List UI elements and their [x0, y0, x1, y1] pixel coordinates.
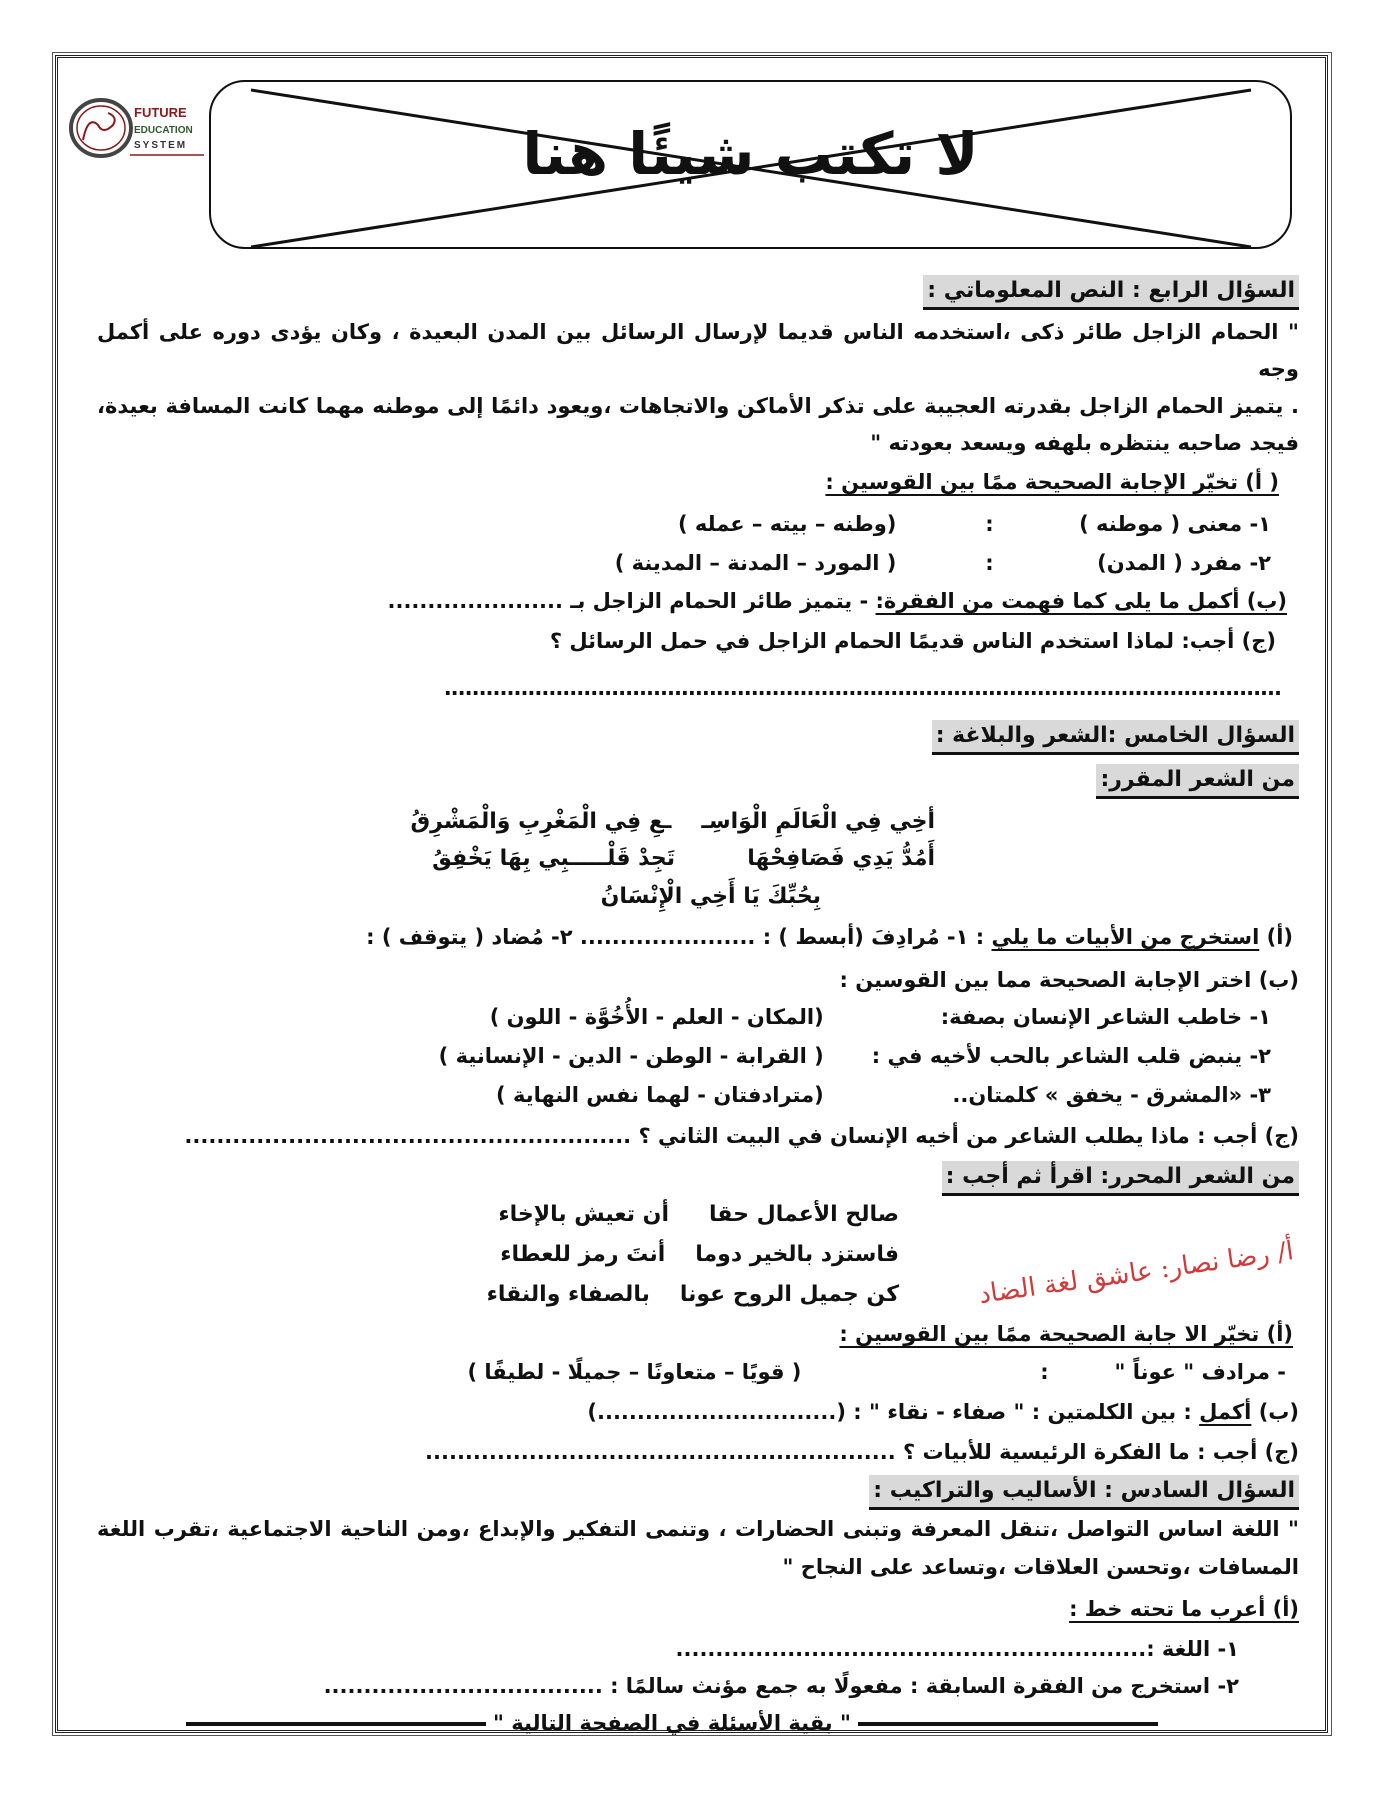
q5-b-title: (ب) اختر الإجابة الصحيحة مما بين القوسين :: [839, 968, 1299, 992]
q4-paragraph-line: " الحمام الزاجل طائر ذكى ،استخدمه الناس قديما لإرسال الرسائل بين المدن البعيدة ، وكان يؤدى دوره على أكمل وجه: [97, 320, 1299, 381]
q5-b-question: ١- خاطب الشاعر الإنسان بصفة:: [940, 1005, 1271, 1029]
q4-a-sep: :: [985, 512, 994, 536]
q4-a-question: ١- معنى ( موطنه ): [1079, 512, 1271, 536]
q5-b-choices: (المكان - العلم - الأُخُوَّة - اللون ): [489, 1005, 824, 1029]
verse-right: صالح الأعمال حقا: [709, 1202, 899, 1227]
do-not-write-box: [209, 80, 1292, 249]
q5-title: السؤال الخامس :الشعر والبلاغة :: [932, 720, 1299, 755]
q5-b-choices: ( القرابة - الوطن - الدين - الإنسانية ): [438, 1044, 824, 1068]
q4-a-choices: ( المورد – المدنة – المدينة ): [614, 551, 897, 575]
svg-text:FUTURE: FUTURE: [134, 105, 187, 120]
q6-a-title: (أ) أعرب ما تحته خط :: [1069, 1597, 1299, 1621]
footer-note: " بقية الأسئلة في الصفحة التالية ": [493, 1711, 851, 1735]
svg-text:EDUCATION: EDUCATION: [134, 125, 193, 136]
q5-a2-title: (أ) تخيّر الا جابة الصحيحة ممًا بين القوسين :: [839, 1322, 1293, 1346]
footer-rule: [858, 1722, 1158, 1726]
q5-a-underlined: استخرج من الأبيات ما يلي: [991, 925, 1260, 949]
verse-last: بِحُبِّكَ يَا أَخِي الْإِنْسَانُ: [600, 884, 821, 909]
q4-a-choices: (وطنه – بيته – عمله ): [677, 512, 897, 536]
q6-a-item: ٢- استخرج من الفقرة السابقة : مفعولًا به جمع مؤنث سالمًا : ...................................: [323, 1674, 1239, 1698]
q4-a-title: ( أ) تخيّر الإجابة الصحيحة ممًا بين القوسين :: [825, 470, 1279, 494]
verse-left: أن تعيش بالإخاء: [498, 1202, 669, 1227]
q5-b-question: ٣- «المشرق - يخفق » كلمتان..: [952, 1083, 1271, 1107]
q5-b2-label: (ب): [1258, 1400, 1299, 1424]
q5-a2-question: - مرادف " عوناً ": [1114, 1360, 1286, 1384]
exam-content: [97, 272, 1299, 1742]
q5-c-question: (ج) أجب : ماذا يطلب الشاعر من أخيه الإنسان في البيت الثاني ؟ ........................................................: [184, 1124, 1299, 1148]
q4-paragraph-line: . يتميز الحمام الزاجل بقدرته العجيبة على تذكر الأماكن والاتجاهات ،ويعود دائمًا إلى موطنه مهما كانت المسافة بعيدة،: [97, 394, 1299, 418]
q4-c-question: (ج) أجب: لماذا استخدم الناس قديمًا الحمام الزاجل في حمل الرسائل ؟: [549, 629, 1276, 653]
q5-b-question: ٢- ينبض قلب الشاعر بالحب لأخيه في :: [871, 1044, 1271, 1068]
footer-rule: [186, 1722, 486, 1726]
q5-b-choices: (مترادفتان - لهما نفس النهاية ): [496, 1083, 824, 1107]
q5-c2-question: (ج) أجب : ما الفكرة الرئيسية للأبيات ؟ ...........................................................: [425, 1440, 1299, 1464]
q5-sub2: من الشعر المحرر: اقرأ ثم أجب :: [942, 1161, 1299, 1196]
q5-a-label: (أ): [1266, 925, 1293, 949]
svg-text:SYSTEM: SYSTEM: [134, 140, 188, 151]
q4-b-text: - يتميز طائر الحمام الزاجل بـ ......................: [387, 589, 869, 613]
do-not-write-title: لا تكتب شيئًا هنا: [522, 120, 979, 188]
school-logo: [68, 95, 204, 161]
q6-a-item: ١- اللغة :...........................................................: [675, 1637, 1239, 1661]
q4-title: السؤال الرابع : النص المعلوماتي :: [923, 275, 1299, 310]
q5-a2-sep: :: [1040, 1360, 1049, 1384]
verse-right: كن جميل الروح عونا: [679, 1282, 899, 1307]
verse-left: تَجِدْ قَلْـــــبِي بِهَا يَخْفِقُ: [432, 846, 675, 871]
q6-paragraph-line: المسافات ،وتحسن العلاقات ،وتساعد على النجاح ": [782, 1555, 1299, 1579]
verse-right: أخِي فِي الْعَالَمِ الْوَاسِـ: [701, 809, 935, 834]
verse-left: ـعِ فِي الْمَغْرِبِ وَالْمَشْرِقُ: [410, 809, 672, 834]
q5-b2-rest: : بين الكلمتين : " صفاء - نقاء " : (..............................): [587, 1400, 1192, 1424]
q6-title: السؤال السادس : الأساليب والتراكيب :: [869, 1475, 1299, 1510]
verse-left: بالصفاء والنقاء: [486, 1282, 650, 1307]
poem-1: [97, 803, 1299, 915]
q5-sub1: من الشعر المقرر:: [1096, 764, 1299, 799]
q5-a-rest: : ١- مُرادِفَ (أبسط ) : ...................... ٢- مُضاد ( يتوقف ) :: [366, 925, 985, 949]
verse-left: أنتَ رمز للعطاء: [500, 1242, 666, 1267]
q5-b2-underlined: أكمل: [1199, 1400, 1252, 1424]
q4-b-label: (ب) أكمل ما يلى كما فهمت من الفقرة:: [875, 589, 1287, 613]
poem-2: [97, 1196, 1299, 1313]
teacher-watermark: أ/ رضا نصار: عاشق لغة الضاد: [976, 1236, 1296, 1311]
q5-a2-choices: ( قويًا – متعاونًا – جميلًا - لطيفًا ): [467, 1360, 802, 1384]
verse-right: فاستزد بالخير دوما: [695, 1242, 899, 1267]
q4-a-question: ٢- مفرد ( المدن): [1097, 551, 1271, 575]
q4-c-answer-line: ........................................................................................................................: [443, 676, 1281, 700]
verse-right: أَمُدُّ يَدِي فَصَافِحْهَا: [747, 846, 935, 871]
q6-paragraph-line: " اللغة اساس التواصل ،تنقل المعرفة وتبنى الحضارات ، وتنمى التفكير والإبداع ،ومن الناحية الاجتماعية ،تقرب اللغة: [97, 1517, 1299, 1541]
q4-paragraph-line: فيجد صاحبه ينتظره بلهفه ويسعد بعودته ": [870, 431, 1299, 455]
q4-a-sep: :: [985, 551, 994, 575]
